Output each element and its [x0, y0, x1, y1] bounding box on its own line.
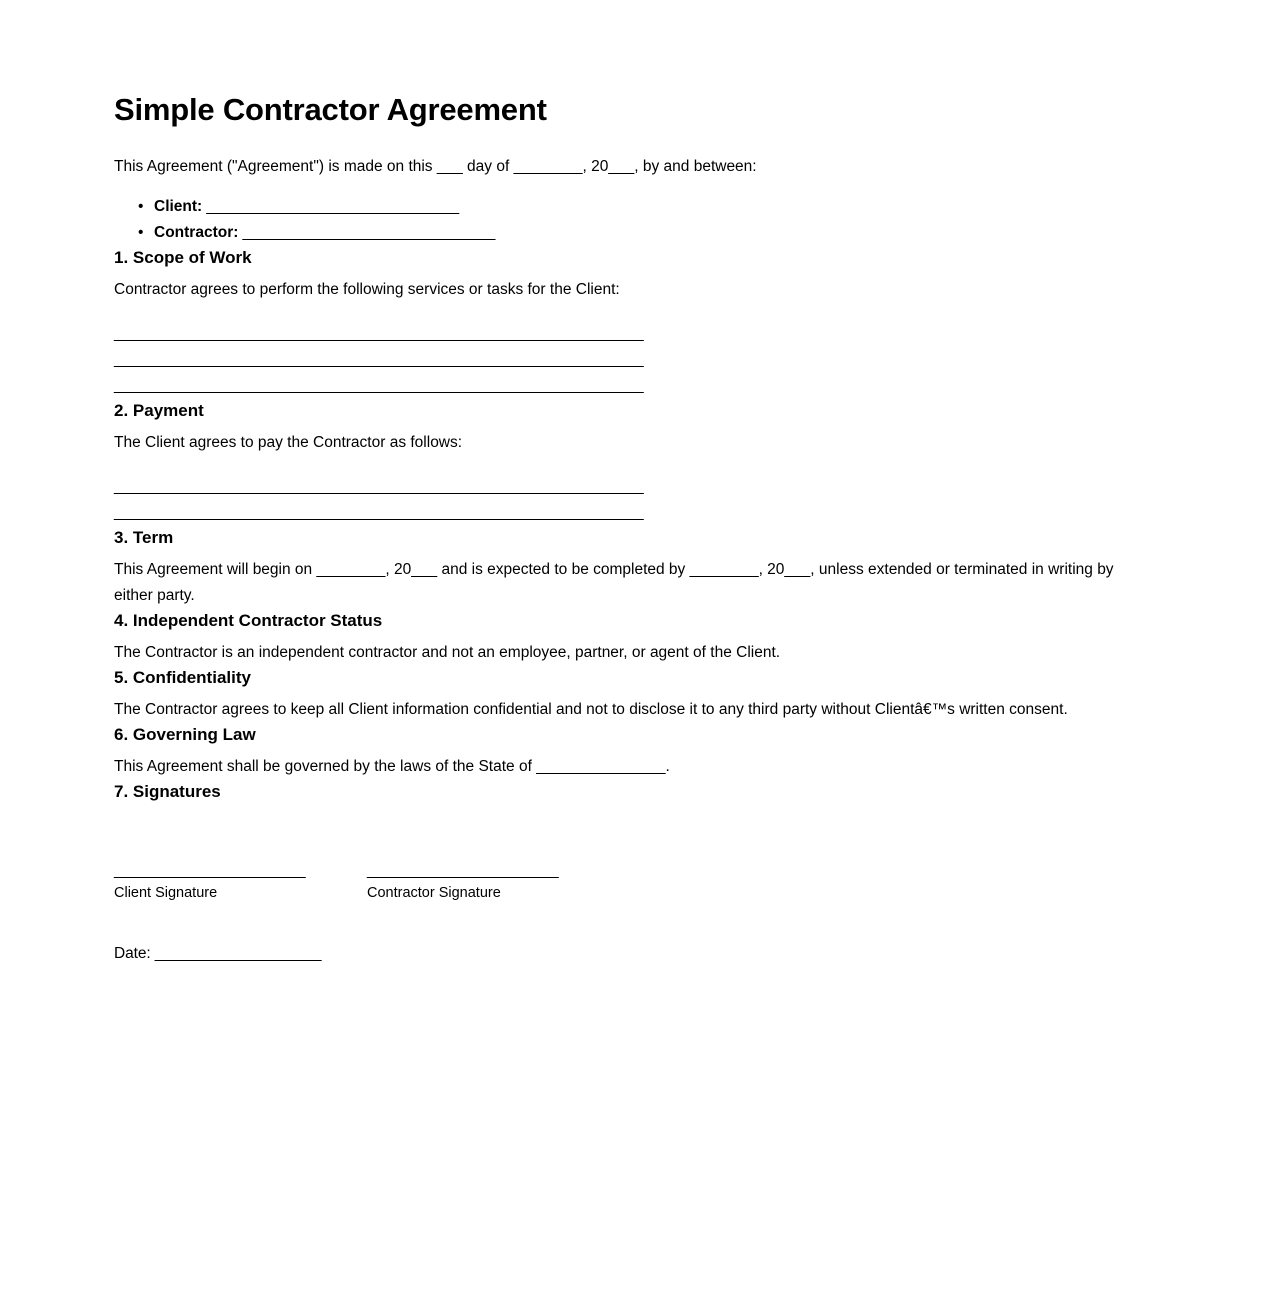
client-blank-field[interactable]: ______________________________	[202, 197, 459, 215]
section-body-governing-law: This Agreement shall be governed by the laws of the State of _______________.	[114, 757, 670, 775]
section-heading-payment: 2. Payment	[114, 400, 204, 420]
client-label: Client:	[154, 197, 203, 215]
payment-blank-lines	[114, 474, 1164, 526]
date-field-row	[114, 942, 1164, 966]
contractor-blank-field[interactable]: ______________________________	[238, 223, 496, 241]
page-title: Simple Contractor Agreement	[114, 92, 547, 127]
bullet-icon: •	[138, 197, 144, 215]
section-heading-signatures: 7. Signatures	[114, 781, 221, 801]
scope-of-work-blank-lines	[114, 321, 1164, 399]
blank-write-line[interactable]: ________________________________________________________________	[114, 350, 644, 368]
contractor-label: Contractor:	[154, 223, 239, 241]
date-blank-field[interactable]: ____________________	[154, 944, 322, 962]
list-item	[114, 194, 1164, 220]
intro-paragraph: This Agreement ("Agreement") is made on this ___ day of ________, 20___, by and between:	[114, 157, 757, 175]
client-signature-line[interactable]: _______________________	[114, 861, 306, 879]
blank-write-line[interactable]: ________________________________________________________________	[114, 503, 644, 521]
list-item	[114, 220, 1164, 246]
section-body-confidentiality: The Contractor agrees to keep all Client information confidential and not to disclose it to any third party without Clientâ€™s written consent.	[114, 700, 1068, 718]
section-heading-governing-law: 6. Governing Law	[114, 724, 256, 744]
contractor-signature-caption: Contractor Signature	[367, 884, 501, 901]
client-signature-caption: Client Signature	[114, 884, 218, 901]
client-signature-column	[114, 860, 367, 904]
contractor-signature-column	[367, 860, 667, 904]
section-heading-term: 3. Term	[114, 527, 174, 547]
section-heading-confidentiality: 5. Confidentiality	[114, 667, 251, 687]
blank-write-line[interactable]: ________________________________________________________________	[114, 376, 644, 394]
section-heading-scope-of-work: 1. Scope of Work	[114, 247, 252, 267]
section-body-term: This Agreement will begin on ________, 20___ and is expected to be completed by ________, 20___, unless extended or terminated in writing by either party.	[114, 560, 1114, 604]
section-body-payment: The Client agrees to pay the Contractor as follows:	[114, 433, 463, 451]
contractor-signature-line[interactable]: _______________________	[367, 861, 559, 879]
blank-write-line[interactable]: ________________________________________________________________	[114, 477, 644, 495]
date-label: Date:	[114, 944, 155, 962]
section-body-scope-of-work: Contractor agrees to perform the following services or tasks for the Client:	[114, 280, 620, 298]
signature-block	[114, 860, 1164, 904]
party-list	[114, 194, 1164, 246]
blank-write-line[interactable]: ________________________________________________________________	[114, 324, 644, 342]
section-heading-independent-contractor-status: 4. Independent Contractor Status	[114, 610, 383, 630]
bullet-icon: •	[138, 223, 144, 241]
section-body-independent-contractor-status: The Contractor is an independent contractor and not an employee, partner, or agent of the Client.	[114, 643, 781, 661]
